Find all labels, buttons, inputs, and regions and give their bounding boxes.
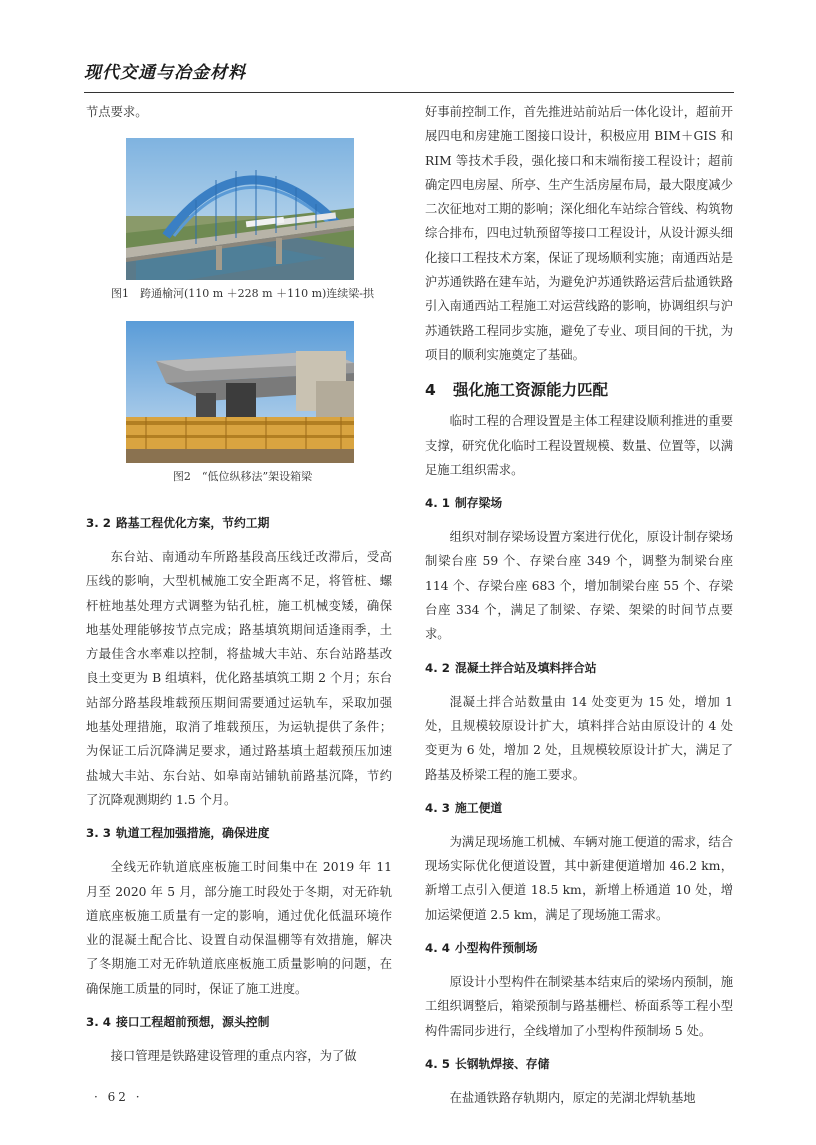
bridge-illustration [126, 138, 354, 280]
section-number: 3. 3 [86, 826, 112, 841]
section-title: 路基工程优化方案，节约工期 [116, 516, 270, 530]
section-3-3-heading [86, 825, 392, 841]
journal-name: 现代交通与冶金材料 [84, 63, 246, 83]
section-number: 4. 3 [425, 800, 451, 815]
section-title: 强化施工资源能力匹配 [453, 381, 609, 400]
section-3-4-paragraph: 接口管理是铁路建设管理的重点内容，为了做 [110, 1049, 357, 1064]
section-4-1-heading [425, 495, 733, 511]
section-4-2-heading [425, 660, 733, 676]
section-title: 施工便道 [455, 800, 503, 815]
figure-2-caption: 图2 “低位纵移法”架设箱梁 [172, 470, 313, 483]
section-number: 3. 4 [86, 1015, 112, 1030]
section-4-4-heading [425, 940, 733, 956]
section-4-heading [425, 379, 733, 401]
section-title: 长钢轨焊接、存储 [455, 1056, 550, 1071]
section-title: 制存梁场 [455, 496, 503, 511]
section-number: 3. 2 [86, 516, 112, 530]
section-4-5-heading [425, 1056, 733, 1072]
left-column-body [86, 515, 392, 1068]
page-number: · 62 · [94, 1090, 143, 1104]
figure-1-bridge-photo [126, 138, 354, 280]
section-title: 小型构件预制场 [455, 941, 538, 956]
section-3-4-heading [86, 1014, 392, 1030]
figure-2-girder-photo [126, 321, 354, 463]
section-3-2-heading [86, 515, 392, 531]
girder-illustration [126, 321, 354, 463]
section-3-3-paragraph: 全线无砟轨道底座板施工时间集中在 2019 年 11 月至 2020 年 5 月，部分施工时段处于冬期，对无砟轨道底座板施工质量有一定的影响，通过优化低温环境作业的混凝土配合比、设置自动保温棚等有效措施，解决了冬期施工对无砟轨道底座板施工质量影响的问题，在确保施工质量的同时，保证了施工进度。 [86, 860, 392, 996]
section-number: 4. 1 [425, 496, 451, 511]
header-rule [84, 92, 734, 93]
section-4-3-heading [425, 800, 733, 816]
section-title: 轨道工程加强措施，确保进度 [116, 826, 270, 841]
section-4-3-paragraph: 为满足现场施工机械、车辆对施工便道的需求，结合现场实际优化便道设置，其中新建便道增加 46.2 km，新增工点引入便道 18.5 km，新增上桥通道 10 处，增加运梁便道 2.5 km，满足了现场施工需求。 [425, 834, 733, 922]
section-title: 接口工程超前预想，源头控制 [116, 1015, 270, 1030]
section-number: 4 [425, 381, 436, 400]
section-title: 混凝土拌合站及填料拌合站 [455, 660, 597, 675]
left-column [86, 100, 392, 124]
right-continuation: 好事前控制工作，首先推进站前站后一体化设计，超前开展四电和房建施工图接口设计，积极应用 BIM＋GIS 和 RIM 等技术手段，强化接口和末端衔接工程设计；超前确定四电房屋、所亭、生产生活房屋布局，最大限度减少二次征地对工期的影响；深化细化车站综合管线、构筑物综合排布，四电过轨预留等接口工程设计，从设计源头细化接口工程技术方案，保证了现场顺利实施；南通西站是沪苏通铁路在建车站，为避免沪苏通铁路运营后盐通铁路引入南通西站工程施工对运营线路的影响，协调组织与沪苏通铁路工程同步实施，避免了专业、项目间的干扰，为项目的顺利实施奠定了基础。 [425, 105, 733, 362]
journal-masthead [84, 58, 246, 90]
section-4-2-paragraph: 混凝土拌合站数量由 14 处变更为 15 处，增加 1 处，且规模较原设计扩大，填料拌合站由原设计的 4 处变更为 6 处，增加 2 处，且规模较原设计扩大，满足了路基及桥梁工程的施工要求。 [425, 694, 733, 782]
section-number: 4. 4 [425, 941, 451, 956]
section-4-4-paragraph: 原设计小型构件在制梁基本结束后的梁场内预制，施工组织调整后，箱梁预制与路基栅栏、桥面系等工程小型构件需同步进行，全线增加了小型构件预制场 5 处。 [425, 975, 733, 1038]
section-number: 4. 5 [425, 1056, 451, 1071]
right-column [425, 100, 733, 1110]
section-4-paragraph: 临时工程的合理设置是主体工程建设顺利推进的重要支撑，研究优化临时工程设置规模、数量、位置等，以满足施工组织需求。 [425, 414, 733, 477]
figure-1-caption: 图1 跨通榆河(110 m ＋228 m ＋110 m)连续梁-拱 [110, 287, 375, 300]
section-3-2-paragraph: 东台站、南通动车所路基段高压线迁改滞后，受高压线的影响，大型机械施工安全距离不足，将管桩、螺杆桩地基处理方式调整为钻孔桩，施工机械变矮，确保地基处理能够按节点完成；路基填筑期间适逢雨季，土方最佳含水率难以控制，将盐城大丰站、东台站路基改良土变更为 B 组填料，优化路基填筑工期 2 个月；东台站部分路基段堆载预压期间需要通过运轨车，采取加强地基处理措施，取消了堆载预压，为运轨提供了条件；为保证工后沉降满足要求，通过路基填土超载预压加速盐城大丰站、东台站、如皋南站铺轨前路基沉降，节约了沉降观测期约 1.5 个月。 [86, 550, 392, 807]
section-number: 4. 2 [425, 660, 451, 675]
section-4-5-paragraph: 在盐通铁路存轨期内，原定的芜湖北焊轨基地 [449, 1090, 696, 1105]
left-continuation: 节点要求。 [86, 105, 148, 119]
section-4-1-paragraph: 组织对制存梁场设置方案进行优化，原设计制存梁场制梁台座 59 个、存梁台座 349 个，调整为制梁台座 114 个、存梁台座 683 个，增加制梁台座 55 个、存梁台座 334 个，满足了制梁、存梁、架梁的时间节点要求。 [425, 530, 733, 642]
